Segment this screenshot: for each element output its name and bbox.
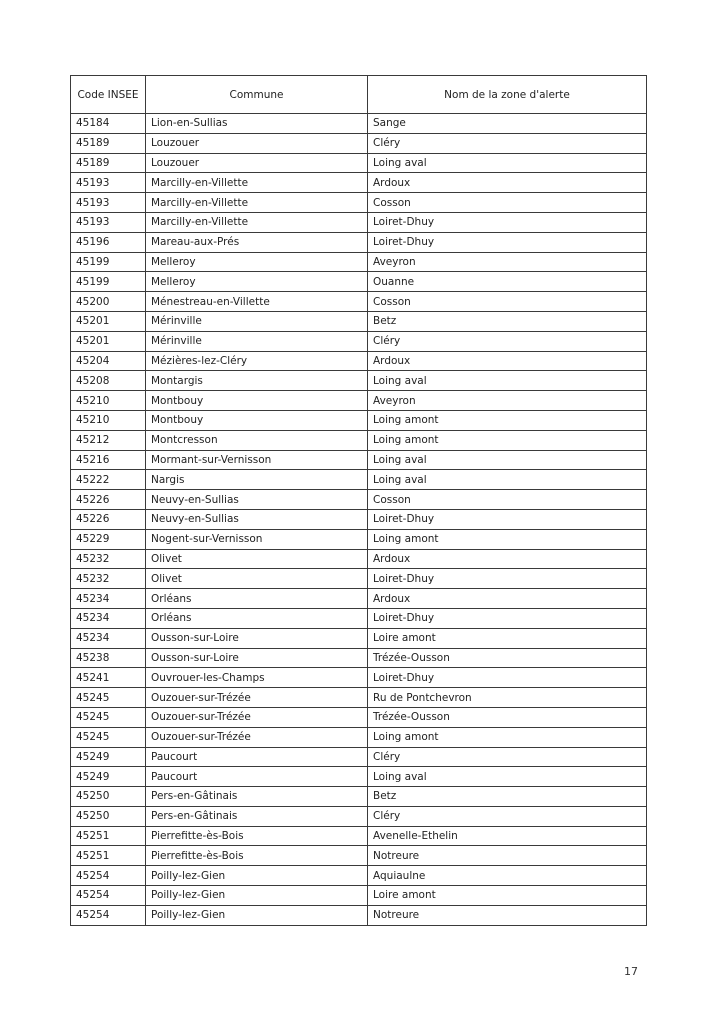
- cell-commune: Melleroy: [146, 252, 368, 272]
- cell-commune: Ousson-sur-Loire: [146, 648, 368, 668]
- cell-code-insee: 45201: [71, 331, 146, 351]
- cell-commune: Pierrefitte-ès-Bois: [146, 826, 368, 846]
- cell-zone-alerte: Loiret-Dhuy: [368, 569, 647, 589]
- cell-zone-alerte: Ardoux: [368, 549, 647, 569]
- cell-code-insee: 45250: [71, 806, 146, 826]
- table-row: [71, 470, 647, 490]
- cell-commune: Paucourt: [146, 767, 368, 787]
- cell-commune: Poilly-lez-Gien: [146, 905, 368, 925]
- cell-code-insee: 45249: [71, 747, 146, 767]
- cell-commune: Louzouer: [146, 133, 368, 153]
- cell-code-insee: 45245: [71, 727, 146, 747]
- cell-zone-alerte: Cosson: [368, 292, 647, 312]
- cell-code-insee: 45189: [71, 133, 146, 153]
- table-row: [71, 747, 647, 767]
- table-row: [71, 153, 647, 173]
- cell-commune: Orléans: [146, 589, 368, 609]
- table-row: [71, 133, 647, 153]
- cell-code-insee: 45184: [71, 114, 146, 134]
- cell-code-insee: 45212: [71, 430, 146, 450]
- cell-code-insee: 45210: [71, 410, 146, 430]
- cell-commune: Ménestreau-en-Villette: [146, 292, 368, 312]
- cell-zone-alerte: Ouanne: [368, 272, 647, 292]
- cell-zone-alerte: Loing amont: [368, 529, 647, 549]
- cell-zone-alerte: Ardoux: [368, 351, 647, 371]
- cell-zone-alerte: Aveyron: [368, 252, 647, 272]
- cell-zone-alerte: Loire amont: [368, 628, 647, 648]
- cell-zone-alerte: Loiret-Dhuy: [368, 509, 647, 529]
- cell-code-insee: 45245: [71, 688, 146, 708]
- table-row: [71, 430, 647, 450]
- cell-code-insee: 45216: [71, 450, 146, 470]
- table-row: [71, 806, 647, 826]
- table-row: [71, 331, 647, 351]
- cell-code-insee: 45189: [71, 153, 146, 173]
- cell-zone-alerte: Trézée-Ousson: [368, 707, 647, 727]
- header-zone-alerte: Nom de la zone d'alerte: [368, 76, 647, 114]
- cell-zone-alerte: Sange: [368, 114, 647, 134]
- table-row: [71, 727, 647, 747]
- cell-zone-alerte: Loing aval: [368, 470, 647, 490]
- cell-commune: Pers-en-Gâtinais: [146, 806, 368, 826]
- cell-commune: Pers-en-Gâtinais: [146, 787, 368, 807]
- cell-commune: Montargis: [146, 371, 368, 391]
- cell-code-insee: 45234: [71, 589, 146, 609]
- cell-code-insee: 45226: [71, 509, 146, 529]
- table-row: [71, 311, 647, 331]
- cell-zone-alerte: Loing aval: [368, 371, 647, 391]
- cell-code-insee: 45245: [71, 707, 146, 727]
- cell-commune: Pierrefitte-ès-Bois: [146, 846, 368, 866]
- table-row: [71, 410, 647, 430]
- cell-commune: Nargis: [146, 470, 368, 490]
- cell-zone-alerte: Loing amont: [368, 410, 647, 430]
- cell-code-insee: 45193: [71, 193, 146, 213]
- cell-code-insee: 45210: [71, 391, 146, 411]
- cell-commune: Mareau-aux-Prés: [146, 232, 368, 252]
- cell-zone-alerte: Notreure: [368, 905, 647, 925]
- header-code-insee: Code INSEE: [71, 76, 146, 114]
- cell-code-insee: 45254: [71, 866, 146, 886]
- cell-commune: Nogent-sur-Vernisson: [146, 529, 368, 549]
- cell-code-insee: 45234: [71, 628, 146, 648]
- cell-zone-alerte: Notreure: [368, 846, 647, 866]
- cell-zone-alerte: Loiret-Dhuy: [368, 668, 647, 688]
- cell-code-insee: 45251: [71, 826, 146, 846]
- cell-code-insee: 45251: [71, 846, 146, 866]
- cell-commune: Mézières-lez-Cléry: [146, 351, 368, 371]
- cell-commune: Montcresson: [146, 430, 368, 450]
- cell-code-insee: 45249: [71, 767, 146, 787]
- cell-commune: Neuvy-en-Sullias: [146, 490, 368, 510]
- cell-zone-alerte: Aveyron: [368, 391, 647, 411]
- cell-commune: Poilly-lez-Gien: [146, 886, 368, 906]
- cell-code-insee: 45193: [71, 212, 146, 232]
- cell-commune: Poilly-lez-Gien: [146, 866, 368, 886]
- header-commune: Commune: [146, 76, 368, 114]
- cell-code-insee: 45208: [71, 371, 146, 391]
- cell-commune: Mérinville: [146, 331, 368, 351]
- cell-zone-alerte: Loing aval: [368, 767, 647, 787]
- table-row: [71, 569, 647, 589]
- cell-zone-alerte: Loiret-Dhuy: [368, 232, 647, 252]
- table-row: [71, 866, 647, 886]
- cell-code-insee: 45234: [71, 608, 146, 628]
- table-row: [71, 549, 647, 569]
- cell-zone-alerte: Loiret-Dhuy: [368, 212, 647, 232]
- table-row: [71, 846, 647, 866]
- cell-zone-alerte: Cléry: [368, 331, 647, 351]
- cell-commune: Melleroy: [146, 272, 368, 292]
- table-row: [71, 826, 647, 846]
- table-row: [71, 767, 647, 787]
- cell-zone-alerte: Loing amont: [368, 727, 647, 747]
- cell-commune: Ouzouer-sur-Trézée: [146, 688, 368, 708]
- table-row: [71, 886, 647, 906]
- table-row: [71, 351, 647, 371]
- table-row: [71, 707, 647, 727]
- table-row: [71, 272, 647, 292]
- cell-code-insee: 45232: [71, 569, 146, 589]
- table-row: [71, 252, 647, 272]
- table-row: [71, 905, 647, 925]
- cell-commune: Louzouer: [146, 153, 368, 173]
- cell-zone-alerte: Cléry: [368, 133, 647, 153]
- cell-commune: Mérinville: [146, 311, 368, 331]
- cell-commune: Mormant-sur-Vernisson: [146, 450, 368, 470]
- cell-zone-alerte: Loing aval: [368, 153, 647, 173]
- table-row: [71, 608, 647, 628]
- cell-zone-alerte: Loiret-Dhuy: [368, 608, 647, 628]
- cell-commune: Lion-en-Sullias: [146, 114, 368, 134]
- cell-code-insee: 45193: [71, 173, 146, 193]
- cell-commune: Marcilly-en-Villette: [146, 193, 368, 213]
- cell-code-insee: 45226: [71, 490, 146, 510]
- cell-code-insee: 45254: [71, 905, 146, 925]
- cell-code-insee: 45229: [71, 529, 146, 549]
- table-row: [71, 391, 647, 411]
- cell-code-insee: 45232: [71, 549, 146, 569]
- cell-commune: Montbouy: [146, 410, 368, 430]
- cell-commune: Montbouy: [146, 391, 368, 411]
- table-row: [71, 193, 647, 213]
- page-number: 17: [624, 965, 638, 978]
- cell-code-insee: 45254: [71, 886, 146, 906]
- cell-commune: Marcilly-en-Villette: [146, 173, 368, 193]
- cell-commune: Olivet: [146, 549, 368, 569]
- cell-code-insee: 45199: [71, 252, 146, 272]
- cell-commune: Ouzouer-sur-Trézée: [146, 727, 368, 747]
- cell-zone-alerte: Loing aval: [368, 450, 647, 470]
- cell-commune: Neuvy-en-Sullias: [146, 509, 368, 529]
- table-row: [71, 648, 647, 668]
- cell-commune: Ousson-sur-Loire: [146, 628, 368, 648]
- table-row: [71, 114, 647, 134]
- table-row: [71, 371, 647, 391]
- table-row: [71, 450, 647, 470]
- cell-code-insee: 45201: [71, 311, 146, 331]
- cell-zone-alerte: Avenelle-Ethelin: [368, 826, 647, 846]
- table-header-row: [71, 76, 647, 114]
- cell-commune: Olivet: [146, 569, 368, 589]
- cell-zone-alerte: Cléry: [368, 747, 647, 767]
- table-row: [71, 668, 647, 688]
- cell-zone-alerte: Cosson: [368, 490, 647, 510]
- cell-code-insee: 45250: [71, 787, 146, 807]
- cell-code-insee: 45204: [71, 351, 146, 371]
- cell-zone-alerte: Aquiaulne: [368, 866, 647, 886]
- cell-zone-alerte: Betz: [368, 787, 647, 807]
- cell-code-insee: 45238: [71, 648, 146, 668]
- cell-commune: Marcilly-en-Villette: [146, 212, 368, 232]
- cell-code-insee: 45200: [71, 292, 146, 312]
- cell-zone-alerte: Ardoux: [368, 173, 647, 193]
- cell-zone-alerte: Cosson: [368, 193, 647, 213]
- cell-commune: Ouzouer-sur-Trézée: [146, 707, 368, 727]
- table-row: [71, 173, 647, 193]
- table-row: [71, 688, 647, 708]
- cell-commune: Orléans: [146, 608, 368, 628]
- table-row: [71, 292, 647, 312]
- cell-zone-alerte: Cléry: [368, 806, 647, 826]
- cell-code-insee: 45222: [71, 470, 146, 490]
- cell-code-insee: 45241: [71, 668, 146, 688]
- cell-zone-alerte: Betz: [368, 311, 647, 331]
- cell-code-insee: 45196: [71, 232, 146, 252]
- table-row: [71, 529, 647, 549]
- table-row: [71, 787, 647, 807]
- cell-zone-alerte: Loire amont: [368, 886, 647, 906]
- table-row: [71, 490, 647, 510]
- table-row: [71, 232, 647, 252]
- cell-zone-alerte: Ru de Pontchevron: [368, 688, 647, 708]
- table-row: [71, 589, 647, 609]
- cell-code-insee: 45199: [71, 272, 146, 292]
- table-row: [71, 628, 647, 648]
- alert-zone-table: [70, 75, 647, 926]
- cell-zone-alerte: Ardoux: [368, 589, 647, 609]
- cell-commune: Ouvrouer-les-Champs: [146, 668, 368, 688]
- cell-zone-alerte: Loing amont: [368, 430, 647, 450]
- table-row: [71, 509, 647, 529]
- cell-commune: Paucourt: [146, 747, 368, 767]
- table-row: [71, 212, 647, 232]
- cell-zone-alerte: Trézée-Ousson: [368, 648, 647, 668]
